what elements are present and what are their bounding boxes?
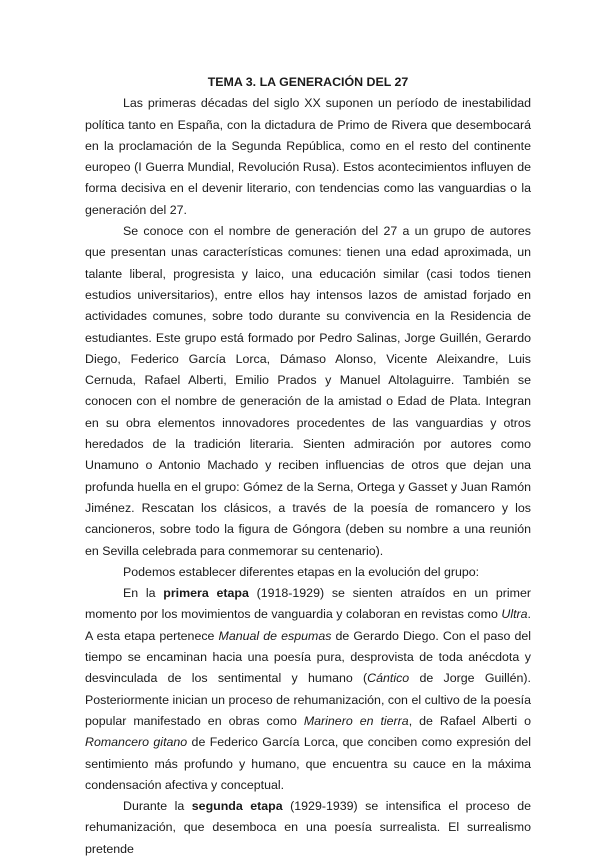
italic-title-manual-de-espumas: Manual de espumas [218,628,332,643]
italic-title-ultra: Ultra [501,607,528,622]
text-segment: de Gerardo Diego. Con el paso del tiempo se encaminan hacia una poesía pura, desprovista de toda anécdota y desvinculada de los sentimental y humano ( [85,628,531,686]
paragraph-first-stage [85,583,531,796]
italic-title-marinero-en-tierra: Marinero en tierra [303,713,409,728]
document-page [85,72,531,860]
text-segment: En la [123,586,164,601]
bold-term-first-stage: primera etapa [163,586,249,601]
text-segment: de Jorge Guillén). Posteriormente inician un proceso de rehumanización, con el cultivo de la poesía popular manifestado en obras como [85,671,531,728]
text-segment: (1929-1939) se intensifica el proceso de rehumanización, que desemboca en una poesía surrealista. El surrealismo pretende [85,799,531,856]
text-segment: , de Rafael Alberti o [408,713,532,728]
paragraph-second-stage [85,796,531,860]
document-title: TEMA 3. LA GENERACIÓN DEL 27 [207,75,409,89]
bold-term-second-stage: segunda etapa [191,799,283,814]
text-segment: . A esta etapa pertenece [85,607,531,643]
paragraph-generation-definition: Se conoce con el nombre de generación del 27 a un grupo de autores que presentan unas características comunes: tienen una edad aproximada, un talante liberal, progresista y laico, una educación similar (casi todos tienen estudios universitarios), entre ellos hay intensos lazos de amistad forjado en actividades comunes, sobre todo durante su convivencia en la Residencia de estudiantes. Este grupo está formado por Pedro Salinas, Jorge Guillén, Gerardo Diego, Federico García Lorca, Dámaso Alonso, Vicente Aleixandre, Luis Cernuda, Rafael Alberti, Emilio Prados y Manuel Altolaguirre. También se conocen con el nombre de generación de la amistad o Edad de Plata. Integran en su obra elementos innovadores procedentes de las vanguardias y otros heredados de la tradición literaria. Sienten admiración por autores como Unamuno o Antonio Machado y reciben influencias de otros que dejan una profunda huella en el grupo: Gómez de la Serna, Ortega y Gasset y Juan Ramón Jiménez. Rescatan los clásicos, a través de la poesía de romancero y los cancioneros, sobre todo la figura de Góngora (deben su nombre a una reunión en Sevilla celebrada para conmemorar su centenario). [85,224,531,558]
text-segment: (1918-1929) se sienten atraídos en un primer momento por los movimientos de vanguardia y colaboran en revistas como [85,586,532,622]
text-segment: de Federico García Lorca, que conciben como expresión del sentimiento más profundo y humano, que encuentra su cauce en la máxima condensación afectiva y conceptual. [85,735,531,792]
text-segment: Durante la [123,799,192,814]
paragraph-intro: Las primeras décadas del siglo XX suponen un período de inestabilidad política tanto en España, con la dictadura de Primo de Rivera que desembocará en la proclamación de la Segunda República, como en el resto del continente europeo (I Guerra Mundial, Revolución Rusa). Estos acontecimientos influyen de forma decisiva en el devenir literario, con tendencias como las vanguardias o la generación del 27. [85,96,531,217]
paragraph-stages-intro: Podemos establecer diferentes etapas en la evolución del grupo: [123,564,480,579]
italic-title-cantico: Cántico [367,671,410,686]
italic-title-romancero-gitano: Romancero gitano [85,735,188,750]
